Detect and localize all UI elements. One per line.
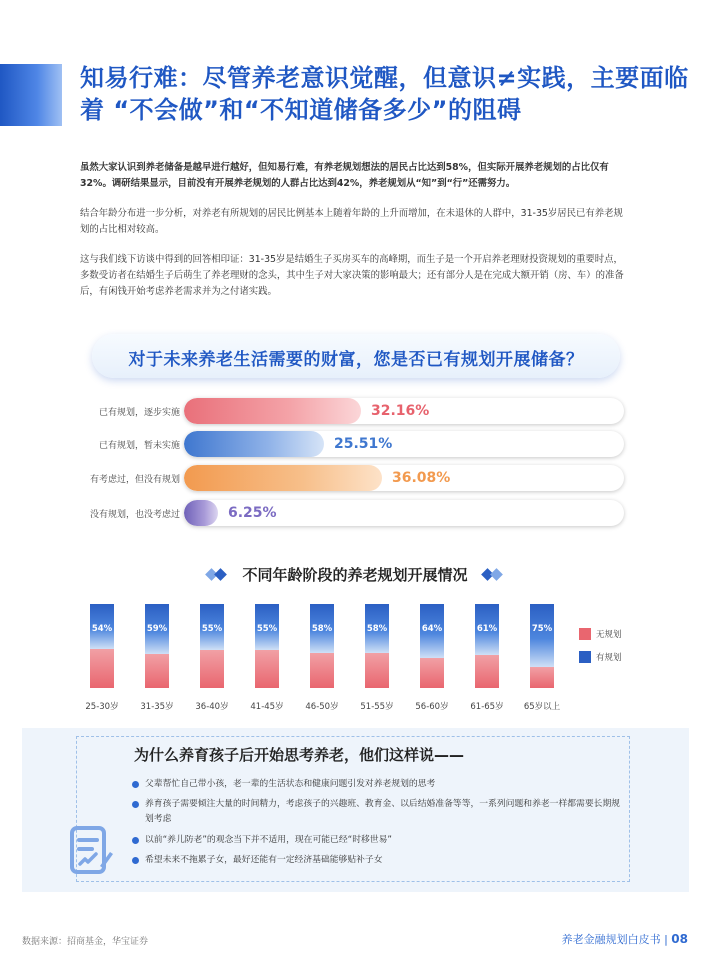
column-no-plan-segment [475, 655, 499, 688]
column-value-label: 64% [421, 624, 443, 634]
bar-category-label: 没有规划，也没考虑过 [89, 510, 180, 520]
why-bullet-text: 以前“养儿防老”的观念当下并不适用，现在可能已经“时移世易” [145, 835, 392, 845]
paragraph-1: 虽然大家认识到养老储备是越早进行越好，但知易行难，有养老规划想法的居民占比达到58%，但实际开展养老规划的占比仅有32%。调研结果显示，目前没有开展养老规划的人群占比达到42%，养老规划从“知”到“行”还需努力。 [80, 162, 609, 189]
column-value-label: 54% [91, 624, 113, 634]
bar-fill [184, 398, 361, 424]
bar-track [184, 465, 624, 491]
diamond-right-icon [481, 568, 505, 582]
bar-fill [184, 431, 324, 457]
bar-track [184, 398, 624, 424]
column-no-plan-segment [420, 658, 444, 688]
column-no-plan-segment [365, 653, 389, 688]
column-no-plan-segment [530, 667, 554, 688]
bar-value-label: 6.25% [228, 505, 277, 521]
bar-fill [184, 465, 382, 491]
bar-row [60, 431, 626, 459]
legend-no-plan-label: 无规划 [596, 630, 622, 640]
column-no-plan-segment [310, 653, 334, 688]
footer-doc-info [562, 931, 688, 947]
bullet-dot-icon [132, 857, 139, 864]
legend-has-plan-swatch [579, 651, 591, 663]
bar-track [184, 500, 624, 526]
why-bullet-1 [132, 777, 626, 792]
age-column [90, 604, 114, 688]
age-chart-title [0, 564, 710, 585]
why-bullet-3 [132, 833, 626, 848]
column-value-label: 55% [201, 624, 223, 634]
column-no-plan-segment [90, 649, 114, 688]
bar-row [60, 398, 626, 426]
column-value-label: 75% [531, 624, 553, 634]
column-value-label: 61% [476, 624, 498, 634]
footer-source: 数据来源：招商基金，华宝证券 [22, 937, 149, 947]
column-category-label: 56-60岁 [415, 702, 449, 712]
bar-row [60, 465, 626, 493]
age-column [145, 604, 169, 688]
why-bullet-text: 养育孩子需要倾注大量的时间精力，考虑孩子的兴趣班、教育金、以后结婚准备等等，一系列问题和养老一样都需要长期规划考虑 [145, 799, 621, 824]
column-category-label: 46-50岁 [305, 702, 339, 712]
footer-separator: | [664, 933, 668, 946]
bullet-dot-icon [132, 781, 139, 788]
age-column [530, 604, 554, 688]
why-title: 为什么养育孩子后开始思考养老，他们这样说—— [134, 746, 465, 764]
bullet-dot-icon [132, 837, 139, 844]
bar-track [184, 431, 624, 457]
why-bullet-text: 希望未来不拖累子女，最好还能有一定经济基础能够贴补子女 [145, 855, 383, 865]
column-category-label: 51-55岁 [360, 702, 394, 712]
column-category-label: 25-30岁 [85, 702, 119, 712]
age-column [255, 604, 279, 688]
document-pen-icon [66, 822, 114, 878]
column-value-label: 55% [256, 624, 278, 634]
column-category-label: 31-35岁 [140, 702, 174, 712]
age-column [420, 604, 444, 688]
legend-has-plan-label: 有规划 [596, 653, 622, 663]
bar-category-label: 已有规划，暂未实施 [98, 441, 180, 451]
column-value-label: 58% [366, 624, 388, 634]
bar-value-label: 25.51% [334, 436, 393, 452]
bullet-dot-icon [132, 801, 139, 808]
why-bullet-text: 父辈帮忙自己带小孩，老一辈的生活状态和健康问题引发对养老规划的思考 [145, 779, 436, 789]
column-category-label: 36-40岁 [195, 702, 229, 712]
age-column [310, 604, 334, 688]
column-category-label: 61-65岁 [470, 702, 504, 712]
column-no-plan-segment [200, 650, 224, 688]
diamond-left-icon [205, 568, 229, 582]
column-value-label: 59% [146, 624, 168, 634]
column-no-plan-segment [255, 650, 279, 688]
bar-category-label: 已有规划，逐步实施 [98, 408, 180, 418]
column-category-label: 41-45岁 [250, 702, 284, 712]
paragraph-2: 结合年龄分布进一步分析，对养老有所规划的居民比例基本上随着年龄的上升而增加，在未退休的人群中，31-35岁居民已有养老规划的占比相对较高。 [80, 208, 623, 235]
page-headline: 知易行难：尽管养老意识觉醒，但意识≠实践，主要面临着 “不会做”和“不知道储备多少”的阻碍 [80, 64, 689, 124]
paragraph-3: 这与我们线下访谈中得到的回答相印证：31-35岁是结婚生子买房买车的高峰期，而生子是一个开启养老理财投资规划的重要时点，多数受访者在结婚生子后萌生了养老理财的念头，其中生子对大家决策的影响最大；还有部分人是在完成大额开销（房、车）的准备后，有闲钱开始考虑养老需求并为之付诸实践。 [80, 254, 624, 297]
column-has-plan-segment [530, 604, 554, 667]
question-text: 对于未来养老生活需要的财富，您是否已有规划开展储备？ [128, 350, 584, 370]
why-bullet-4 [132, 853, 626, 868]
age-column [365, 604, 389, 688]
bar-fill [184, 500, 218, 526]
age-chart-title-text: 不同年龄阶段的养老规划开展情况 [242, 566, 468, 584]
bar-value-label: 36.08% [392, 470, 451, 486]
bar-category-label: 有考虑过，但没有规划 [89, 475, 180, 485]
title-accent-bar [0, 64, 62, 126]
column-value-label: 58% [311, 624, 333, 634]
bar-value-label: 32.16% [371, 403, 430, 419]
question-banner [92, 334, 620, 378]
footer-doc-title: 养老金融规划白皮书 [561, 933, 661, 946]
why-bullet-2 [132, 797, 626, 827]
column-category-label: 65岁以上 [523, 702, 561, 712]
age-column [200, 604, 224, 688]
bar-row [60, 500, 626, 528]
legend-no-plan-swatch [579, 628, 591, 640]
page-number: 08 [671, 932, 688, 946]
age-column [475, 604, 499, 688]
column-no-plan-segment [145, 654, 169, 688]
